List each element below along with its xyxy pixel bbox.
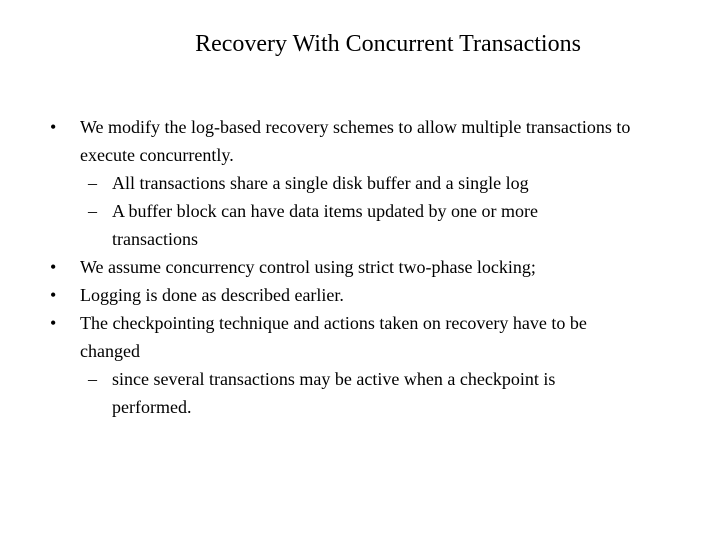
sub-bullet-text: A buffer block can have data items updated by one or more transactions (112, 201, 539, 249)
bullet-text: We assume concurrency control using strict two-phase locking; (80, 257, 536, 277)
bullet-item (50, 281, 650, 309)
sub-bullet-item (88, 365, 622, 421)
bullet-text: We modify the log-based recovery schemes to allow multiple transactions to execute concurrently. (80, 117, 631, 165)
sub-bullet-item (88, 169, 622, 197)
sub-bullet-marker: – (88, 173, 97, 193)
bullet-marker: • (50, 257, 57, 277)
sub-bullet-marker: – (88, 201, 97, 221)
bullet-text: The checkpointing technique and actions taken on recovery have to be changed (80, 313, 587, 361)
sub-bullet-item (88, 197, 622, 253)
slide-body (0, 113, 720, 421)
bullet-item (50, 113, 650, 169)
sub-bullet-text: All transactions share a single disk buffer and a single log (112, 173, 529, 193)
bullet-item (50, 309, 650, 365)
bullet-item (50, 253, 650, 281)
bullet-marker: • (50, 117, 57, 137)
bullet-text: Logging is done as described earlier. (80, 285, 344, 305)
bullet-marker: • (50, 313, 57, 333)
slide-title: Recovery With Concurrent Transactions (195, 31, 581, 57)
bullet-marker: • (50, 285, 57, 305)
sub-bullet-text: since several transactions may be active when a checkpoint is performed. (112, 369, 556, 417)
sub-bullet-marker: – (88, 369, 97, 389)
